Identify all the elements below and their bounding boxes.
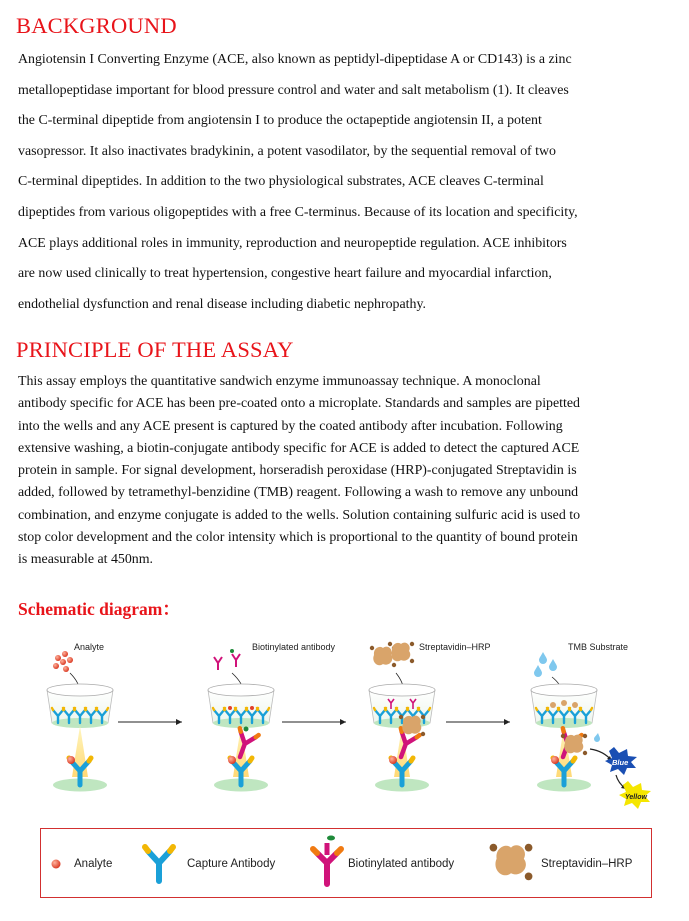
text-line: This assay employs the quantitative sandwich enzyme immunoassay technique. A monoclonal [18, 374, 541, 389]
text-line: the C-terminal dipeptide from angiotensin I to produce the octapeptide angiotensin II, a potent [18, 113, 542, 129]
biotinylated-antibody-icon [313, 836, 341, 885]
legend-label-biotinylated-antibody: Biotinylated antibody [348, 858, 455, 870]
step-label: Analyte [74, 642, 105, 652]
step-label: Biotinylated antibody [252, 642, 336, 652]
principle-heading: PRINCIPLE OF THE ASSAY [16, 337, 294, 362]
text-line: added, followed by tetramethyl-benzidine (TMB) reagent. Following a wash to remove any unbound [18, 485, 579, 501]
principle-paragraph [18, 371, 670, 572]
biotinylated-antibody-drops [214, 649, 240, 670]
text-line: ACE plays additional roles in immunity, reproduction and neuropeptide regulation. ACE inhibitors [18, 235, 567, 251]
step-label: Streptavidin–HRP [419, 642, 491, 652]
blue-label: Blue [612, 758, 629, 767]
text-line: Angiotensin I Converting Enzyme (ACE, also known as peptidyl-dipeptidase A or CD143) is a zinc [18, 52, 572, 67]
text-line: extensive washing, a biotin-conjugate antibody specific for ACE is added to detect the captured ACE [18, 440, 580, 456]
text-line: antibody specific for ACE has been pre-coated onto a microplate. Standards and samples are pipetted [18, 396, 580, 412]
tmb-drops [534, 652, 557, 677]
yellow-label: Yellow [625, 794, 647, 801]
step-biotinylated-antibody [208, 642, 336, 792]
text-line: are now used clinically to treat hypertension, congestive heart failure and myocardial infarction, [18, 266, 552, 282]
legend-label-capture-antibody: Capture Antibody [187, 858, 276, 870]
schematic-legend [40, 828, 652, 898]
text-line: stop color development and the color intensity which is proportional to the quantity of bound protein [18, 530, 578, 546]
text-line: is measurable at 450nm. [18, 552, 154, 568]
analyte-dots [53, 651, 73, 672]
schematic-diagram [0, 625, 689, 815]
text-line: into the wells and any ACE present is captured by the coated antibody after incubation. Following [18, 418, 563, 434]
step-analyte [47, 642, 113, 792]
step-label: TMB Substrate [568, 642, 629, 652]
capture-antibody-icon [145, 847, 173, 881]
step-tmb-substrate [531, 642, 651, 809]
text-line: metallopeptidase important for blood pressure control and water and salt metabolism (1). It cleaves [18, 82, 569, 98]
text-line: C-terminal dipeptides. In addition to the two physiological substrates, ACE cleaves C-terminal [18, 174, 544, 190]
streptavidin-hrp-icon [490, 844, 533, 880]
text-line: dipeptides from various oligopeptides with a free C-terminus. Because of its location and specificity, [18, 204, 578, 220]
background-paragraph [18, 45, 670, 320]
text-line: combination, and enzyme conjugate is added to the wells. Solution containing sulfuric acid is used to [18, 507, 581, 523]
legend-label-streptavidin-hrp: Streptavidin–HRP [541, 858, 633, 870]
analyte-icon [52, 860, 61, 869]
step-streptavidin-hrp [369, 642, 491, 792]
schematic-title: Schematic diagram： [18, 599, 180, 619]
text-line: vasopressor. It also inactivates bradykinin, a potent vasodilator, by the sequential removal of two [18, 143, 556, 159]
background-heading: BACKGROUND [16, 13, 177, 38]
legend-label-analyte: Analyte [74, 858, 113, 870]
text-line: protein in sample. For signal development, horseradish peroxidase (HRP)-conjugated Streptavidin is [18, 463, 577, 479]
text-line: endothelial dysfunction and renal disease including diabetic nephropathy. [18, 296, 426, 312]
